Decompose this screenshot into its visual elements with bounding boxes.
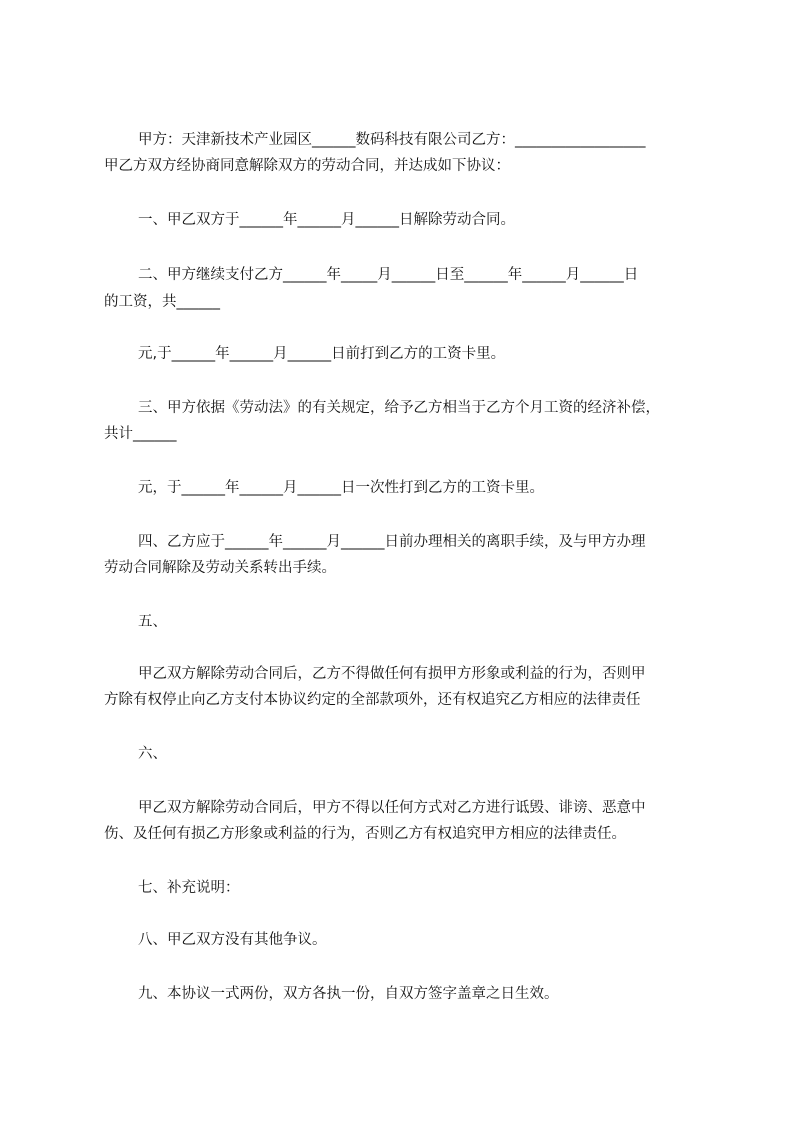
clause-2-line-3: 元,于______年______月______日前打到乙方的工资卡里。 [138,346,506,362]
clause-6-heading: 六、 [138,746,167,762]
clause-3-line-2: 共计______ [104,426,177,442]
clause-5-heading: 五、 [138,614,167,630]
clause-9: 九、本协议一式两份，双方各执一份，自双方签字盖章之日生效。 [138,986,559,1002]
intro-line: 甲乙方双方经协商同意解除双方的劳动合同，并达成如下协议： [104,158,510,174]
clause-6-line-1: 甲乙双方解除劳动合同后，甲方不得以任何方式对乙方进行诋毁、诽谤、恶意中 [138,800,646,816]
party-line: 甲方：天津新技术产业园区______数码科技有限公司乙方：__________________ [138,132,646,148]
clause-3-line-3: 元，于______年______月______日一次性打到乙方的工资卡里。 [138,480,544,496]
clause-8: 八、甲乙双方没有其他争议。 [138,932,327,948]
clause-7: 七、补充说明： [138,880,240,896]
clause-4-line-1: 四、乙方应于______年______月______日前办理相关的离职手续，及与甲方办理 [138,534,646,550]
clause-6-line-2: 伤、及任何有损乙方形象或利益的行为，否则乙方有权追究甲方相应的法律责任。 [104,826,626,842]
clause-1: 一、甲乙双方于______年______月______日解除劳动合同。 [138,212,515,228]
clause-3-line-1: 三、甲方依据《劳动法》的有关规定，给予乙方相当于乙方个月工资的经济补偿， [138,400,660,416]
clause-2-line-1: 二、甲方继续支付乙方______年_____月______日至______年______月______日 [138,267,639,283]
clause-4-line-2: 劳动合同解除及劳动关系转出手续。 [104,560,336,576]
clause-5-line-1: 甲乙双方解除劳动合同后，乙方不得做任何有损甲方形象或利益的行为，否则甲 [138,666,646,682]
clause-2-line-2: 的工资，共______ [104,294,220,310]
clause-5-line-2: 方除有权停止向乙方支付本协议约定的全部款项外，还有权追究乙方相应的法律责任 [104,692,641,708]
